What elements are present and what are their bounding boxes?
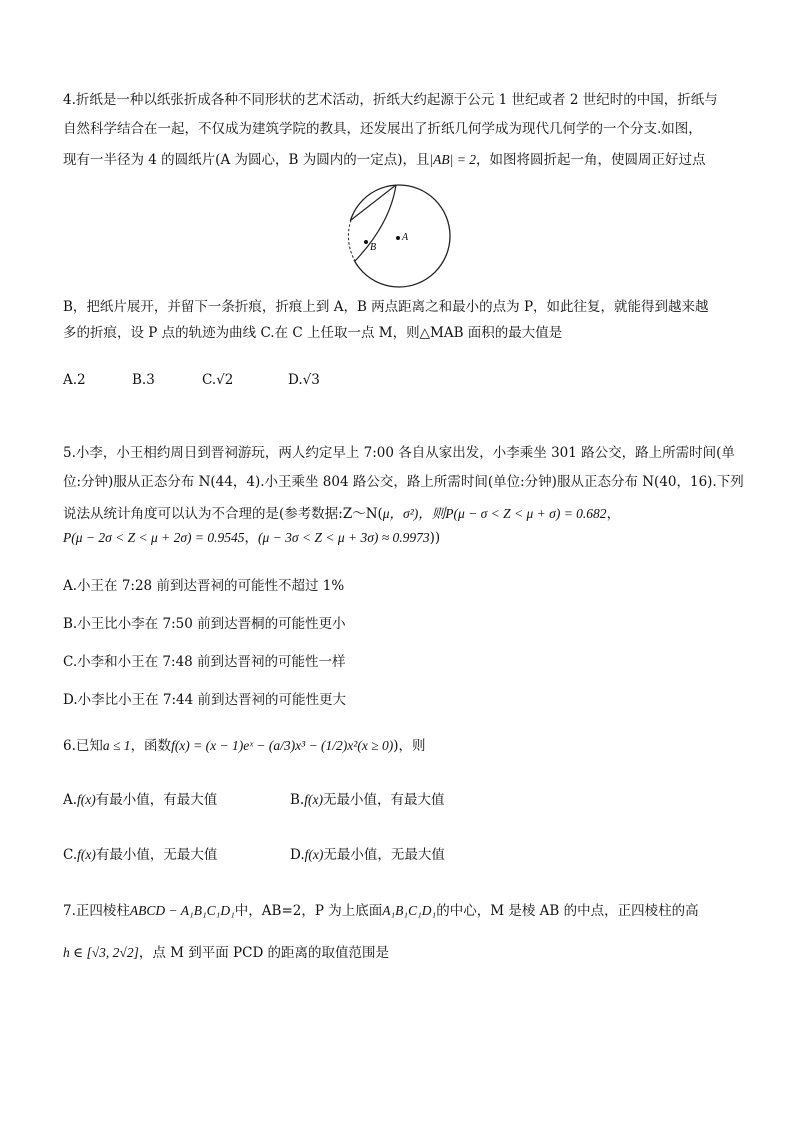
q5-line-3-text: 说法从统计角度可以认为不合理的是(参考数据:Z～N( (63, 506, 383, 522)
q6-stem (63, 736, 426, 756)
q6-option-c (63, 845, 217, 865)
q6-option-a-fx: f(x) (77, 792, 96, 807)
q4-ab-formula: |AB| = 2 (429, 152, 476, 167)
label-b: B (370, 242, 377, 253)
q4-line-5: 多的折痕，设 P 点的轨迹为曲线 C.在 C 上任取一点 M，则△MAB 面积的最大值是 (63, 325, 563, 341)
q6-function-formula: f(x) = (x − 1)eˣ − (a/3)x³ − (1/2)x²(x ≥ 0) (171, 738, 394, 753)
q6-option-b-fx: f(x) (304, 792, 323, 807)
q6-option-d-text: 无最小值，无最大值 (323, 847, 445, 863)
q7-line-2-text: ，点 M 到平面 PCD 的距离的取值范围是 (138, 945, 390, 961)
q5-mu-sigma: μ，σ²)，则 (382, 506, 446, 521)
q7-line-1-tail: 的中心，M 是棱 AB 的中点，正四棱柱的高 (436, 903, 699, 919)
circle-outline (348, 185, 450, 287)
q6-stem-tail: )，则 (393, 738, 426, 754)
q4-option-c: C.√2 (202, 372, 234, 388)
q6-a-condition: a ≤ 1 (102, 738, 131, 753)
q5-line-3-comma: ， (606, 506, 621, 522)
q7-height-range: h ∈ [√3, 2√2] (63, 945, 139, 960)
q7-prism-name: ABCD − A₁B₁C₁D₁ (129, 903, 235, 918)
q6-option-d (290, 845, 445, 865)
q5-line-4-comma: ， (244, 530, 259, 546)
q4-line-3-tail: ，如图将圆折起一角，使圆周正好过点 (476, 152, 706, 168)
q7-top-face: A₁B₁C₁D₁ (382, 903, 437, 918)
q4-option-d: D.√3 (288, 372, 320, 388)
q5-line-4-close: )) (429, 530, 441, 546)
q5-option-d: D.小李比小王在 7:44 前到达晋祠的可能性更大 (63, 692, 347, 708)
q4-line-3-text: 现有一半径为 4 的圆纸片(A 为圆心，B 为圆内的一定点)，且 (63, 152, 430, 168)
q4-option-b: B.3 (132, 372, 155, 388)
q6-option-d-fx: f(x) (304, 847, 324, 862)
label-a: A (402, 232, 409, 243)
q6-option-d-letter: D. (290, 847, 305, 863)
q6-option-b (290, 790, 444, 810)
q5-option-a: A.小王在 7:28 前到达晋祠的可能性不超过 1% (63, 578, 345, 594)
point-b (364, 240, 368, 244)
q7-line-2 (63, 943, 389, 963)
point-a (396, 236, 400, 240)
q6-option-c-text: 有最小值，无最大值 (95, 847, 218, 863)
q6-option-c-fx: f(x) (77, 847, 96, 862)
q4-line-1: 4.折纸是一种以纸张折成各种不同形状的艺术活动，折纸大约起源于公元 1 世纪或者 2 世纪时的中国，折纸与 (63, 92, 718, 108)
circle-gap (348, 221, 354, 260)
q7-line-1 (63, 901, 699, 921)
q5-prob-1sigma: P(μ − σ < Z < μ + σ) = 0.682 (445, 506, 607, 521)
q5-prob-3sigma: (μ − 3σ < Z < μ + 3σ) ≈ 0.9973 (258, 530, 430, 545)
q6-function-label: ，函数 (130, 738, 172, 754)
q5-option-c: C.小李和小王在 7:48 前到达晋祠的可能性一样 (63, 654, 346, 670)
q6-option-c-letter: C. (63, 847, 78, 863)
q4-line-2: 自然科学结合在一起，不仅成为建筑学院的教具，还发展出了折纸几何学成为现代几何学的一个分支.如图， (63, 121, 702, 137)
q6-stem-text: 6.已知 (63, 738, 103, 754)
q4-option-a: A.2 (63, 372, 86, 388)
q6-option-a (63, 790, 217, 810)
q5-line-1: 5.小李，小王相约周日到晋祠游玩，两人约定早上 7:00 各自从家出发，小李乘坐 301 路公交，路上所需时间(单 (63, 445, 735, 461)
q6-option-b-letter: B. (290, 792, 305, 808)
fold-crease (351, 185, 396, 220)
q4-line-4: B，把纸片展开，并留下一条折痕，折痕上到 A，B 两点距离之和最小的点为 P，如此往复，就能得到越来越 (63, 299, 709, 315)
q4-line-3 (63, 150, 706, 170)
q5-line-3 (63, 504, 620, 524)
q7-line-1-mid: 中，AB=2，P 为上底面 (234, 903, 383, 919)
q5-option-b: B.小王比小李在 7:50 前到达晋桐的可能性更小 (63, 616, 346, 632)
q5-prob-2sigma: P(μ − 2σ < Z < μ + 2σ) = 0.9545 (63, 530, 245, 545)
q6-option-b-text: 无最小值，有最大值 (322, 792, 445, 808)
q6-option-a-text: 有最小值，有最大值 (95, 792, 218, 808)
q5-line-2: 位:分钟)服从正态分布 N(44，4).小王乘坐 804 路公交，路上所需时间(单位:分钟)服从正态分布 N(40，16).下列 (63, 474, 744, 490)
q5-line-4 (63, 528, 440, 548)
q7-line-1-text: 7.正四棱柱 (63, 903, 130, 919)
folded-circle-figure (336, 180, 460, 292)
q6-option-a-letter: A. (63, 792, 78, 808)
